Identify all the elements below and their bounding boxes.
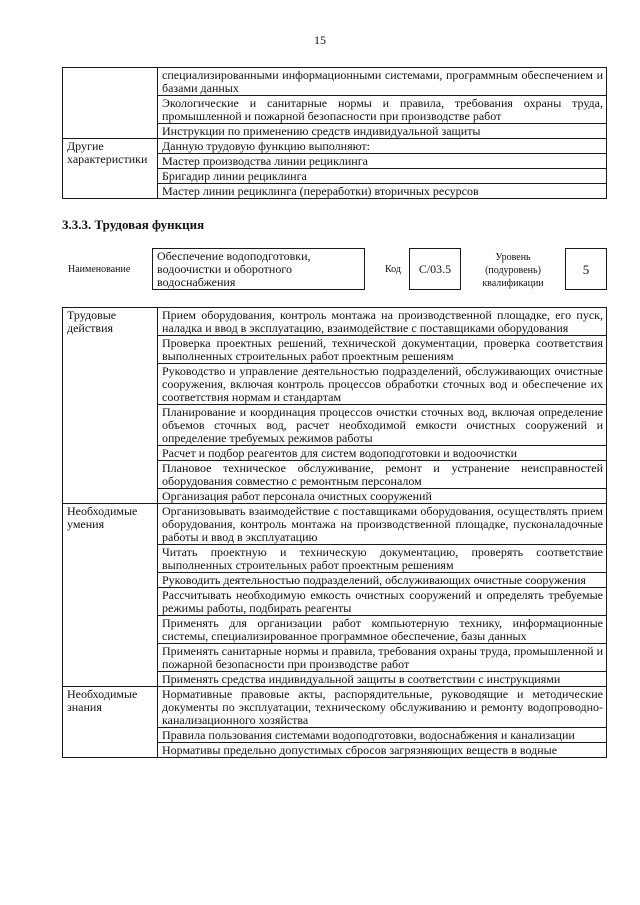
table-row: [63, 68, 607, 96]
section-heading: 3.3.3. Трудовая функция: [62, 217, 205, 232]
row-text: Мастер производства линии рециклинга: [158, 154, 607, 169]
table-row: [63, 139, 607, 154]
row-text: специализированными информационными системами, программным обеспечением и базами данных: [158, 68, 607, 96]
continuation-table-body: [63, 68, 607, 199]
row-category: Другие характеристики: [63, 139, 158, 199]
function-table: [62, 307, 607, 758]
group-item: Рассчитывать необходимую емкость очистных сооружений и определять требуемые режимы работы, подбирать реагенты: [158, 588, 607, 616]
function-table-body: [63, 308, 607, 758]
group-item: Расчет и подбор реагентов для систем водоподготовки и водоочистки: [158, 446, 607, 461]
group-item: Нормативы предельно допустимых сбросов загрязняющих веществ в водные: [158, 743, 607, 758]
group-item: Применять для организации работ компьютерную технику, информационные системы, специализированное программное обеспечение, базы данных: [158, 616, 607, 644]
level-value: 5: [582, 261, 590, 277]
page-number: 15: [314, 33, 326, 47]
function-name-value: Обеспечение водоподготовки, водоочистки и оборотного водоснабжения: [157, 249, 311, 289]
group-item: Правила пользования системами водоподготовки, водоснабжения и канализации: [158, 728, 607, 743]
function-name-box: [152, 248, 365, 290]
group-category: Необходимые знания: [63, 687, 158, 758]
level-box: [565, 248, 607, 290]
code-box: [409, 248, 461, 290]
group-item: Организовывать взаимодействие с поставщиками оборудования, осуществлять прием оборудования, контроль монтажа на производственной площадке, пусконаладочные работы и ввод в эксплуатацию: [158, 504, 607, 545]
row-text: Бригадир линии рециклинга: [158, 169, 607, 184]
group-item: Плановое техническое обслуживание, ремонт и устранение неисправностей оборудования совместно с ремонтным персоналом: [158, 461, 607, 489]
level-label: Уровень (подуровень) квалификации: [482, 252, 544, 289]
row-text: Экологические и санитарные нормы и правила, требования охраны труда, промышленной и пожарной безопасности при производстве работ: [158, 96, 607, 124]
group-item: Применять средства индивидуальной защиты в соответствии с инструкциями: [158, 672, 607, 687]
continuation-table: [62, 67, 607, 199]
row-category: [63, 68, 158, 139]
row-text: Инструкции по применению средств индивидуальной защиты: [158, 124, 607, 139]
table-row: [63, 504, 607, 545]
group-item: Нормативные правовые акты, распорядительные, руководящие и методические документы по эксплуатации, техническому обслуживанию и ремонту водопроводно-канализационного хозяйства: [158, 687, 607, 728]
row-text: Мастер линии рециклинга (переработки) вторичных ресурсов: [158, 184, 607, 199]
row-text: Данную трудовую функцию выполняют:: [158, 139, 607, 154]
group-item: Читать проектную и техническую документацию, проверять соответствие выполненных строительных работ проектным решениям: [158, 545, 607, 573]
group-category: Необходимые умения: [63, 504, 158, 687]
group-item: Организация работ персонала очистных сооружений: [158, 489, 607, 504]
group-item: Руководство и управление деятельностью подразделений, обслуживающих очистные сооружения, включая контроль процессов обработки сточных вод и обеспечение их соответствия нормам и стандартам: [158, 364, 607, 405]
group-item: Руководить деятельностью подразделений, обслуживающих очистные сооружения: [158, 573, 607, 588]
table-row: [63, 687, 607, 728]
group-item: Прием оборудования, контроль монтажа на производственной площадке, его пуск, наладка и ввод в эксплуатацию, взаимодействие с поставщиками оборудования: [158, 308, 607, 336]
group-item: Планирование и координация процессов очистки сточных вод, включая определение объемов сточных вод, расчет необходимой емкости очистных сооружений и определение требуемых режимов работы: [158, 405, 607, 446]
group-category: Трудовые действия: [63, 308, 158, 504]
code-label: Код: [385, 264, 401, 275]
group-item: Проверка проектных решений, технической документации, проверка соответствия выполненных строительных работ проектным решениям: [158, 336, 607, 364]
code-value: C/03.5: [418, 261, 452, 276]
table-row: [63, 308, 607, 336]
name-label: Наименование: [68, 264, 131, 275]
group-item: Применять санитарные нормы и правила, требования охраны труда, промышленной и пожарной безопасности при производстве работ: [158, 644, 607, 672]
